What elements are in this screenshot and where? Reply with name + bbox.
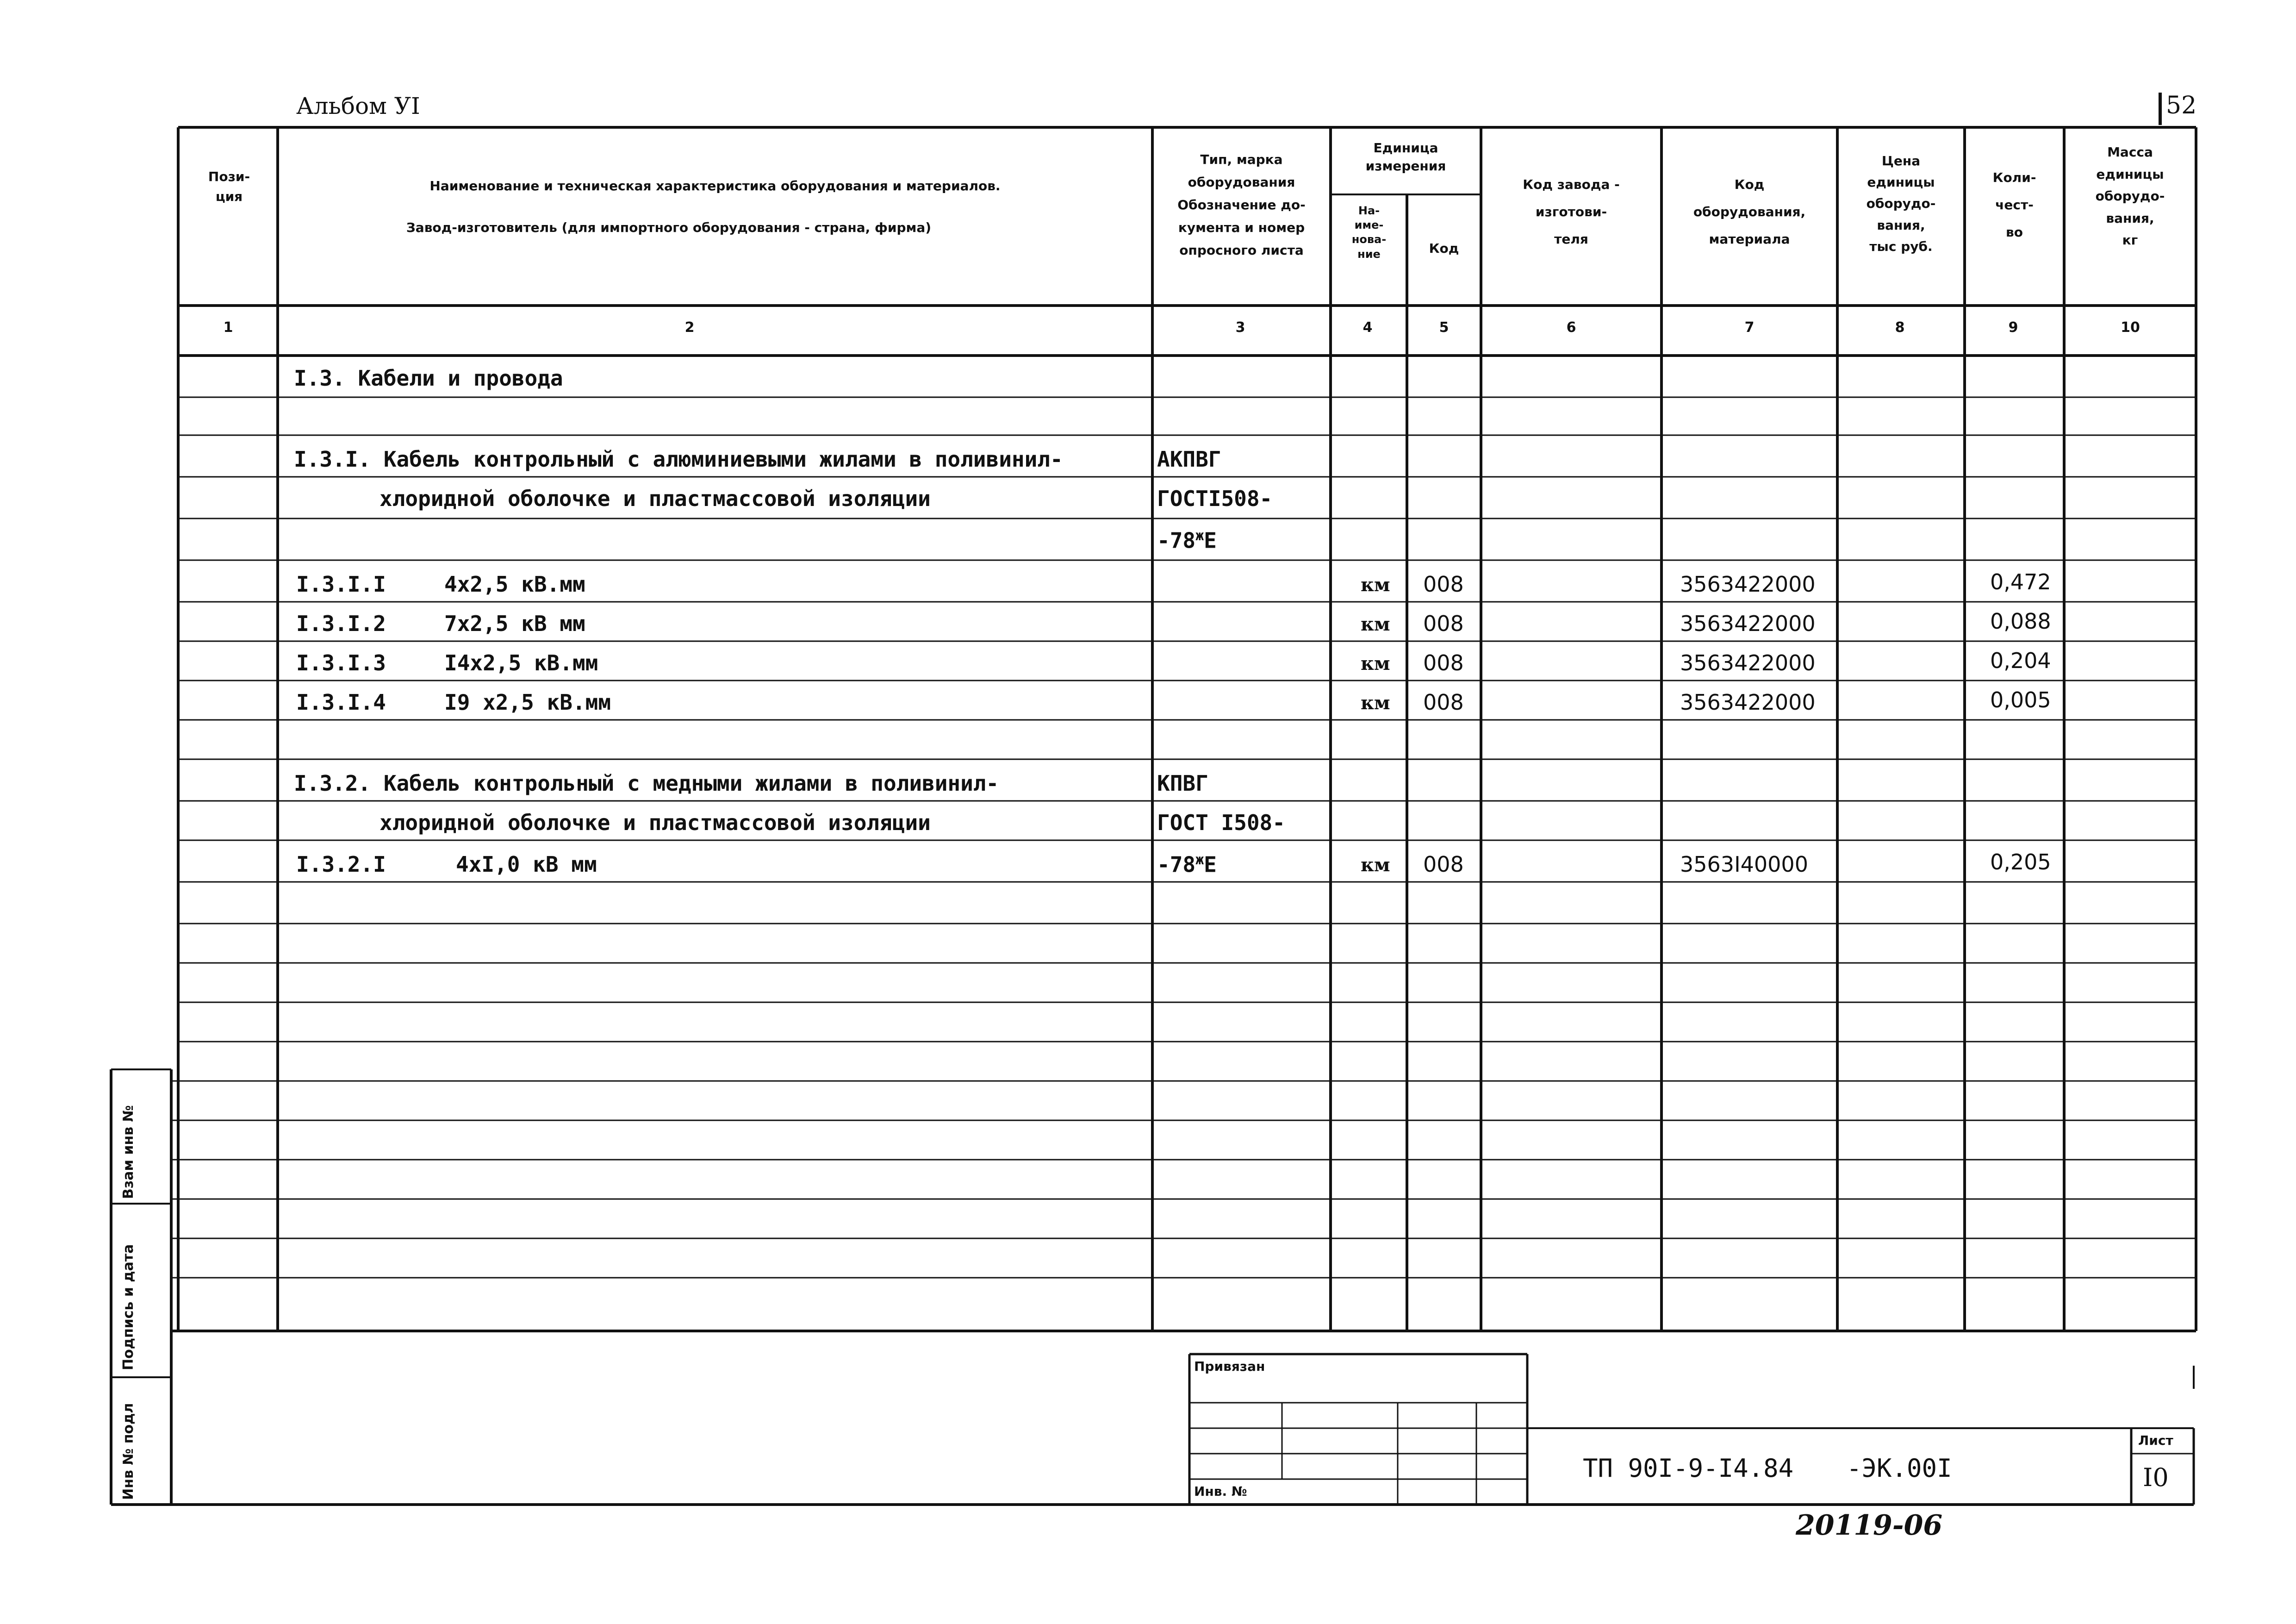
sidebar-signature-date: Подпись и дата	[120, 1244, 137, 1370]
sheet-label: Лист	[2138, 1433, 2173, 1448]
item-cu-1-qty: 0,205	[1990, 849, 2051, 874]
colnum-2: 2	[684, 319, 695, 336]
item-al-1-pos: I.3.I.I	[296, 572, 386, 597]
colnum-5: 5	[1439, 319, 1449, 336]
group-cu-title-cont: хлоридной оболочке и пластмассовой изоляции	[380, 810, 931, 835]
item-al-4-pos: I.3.I.4	[296, 690, 386, 715]
item-al-3-code: 008	[1423, 650, 1464, 675]
item-cu-1-desc: 4хI,0 кВ мм	[456, 852, 597, 877]
section-title: I.3. Кабели и провода	[294, 366, 563, 391]
album-label: Альбом УI	[296, 93, 420, 119]
item-al-3-qty: 0,204	[1990, 648, 2051, 673]
item-al-3-pos: I.3.I.3	[296, 650, 386, 675]
item-al-4-desc: I9 х2,5 кВ.мм	[444, 690, 611, 715]
handwritten-number: 20119-06	[1796, 1509, 1943, 1542]
item-al-2-material: 3563422000	[1680, 611, 1816, 636]
header-name-line1: Наименование и техническая характеристика оборудования и материалов.	[429, 178, 1001, 194]
item-al-2-code: 008	[1423, 611, 1464, 636]
item-al-4-qty: 0,005	[1990, 687, 2051, 712]
group-al-title-cont: хлоридной оболочке и пластмассовой изоляции	[380, 486, 931, 511]
group-al-title: I.3.I. Кабель контрольный с алюминиевыми жилами в поливинил-	[294, 447, 1063, 472]
page-number: 52	[2166, 92, 2197, 119]
header-unit-group: Единица измерения	[1365, 140, 1446, 174]
colnum-9: 9	[2008, 319, 2018, 336]
stamp-inv-no: Инв. №	[1194, 1484, 1247, 1499]
group-al-standard-cont: $-78^жЕ$	[1157, 528, 1217, 553]
header-price: Цена единицы оборудо- вания, тыс руб.	[1866, 153, 1936, 254]
item-al-4-unit: км	[1361, 692, 1390, 714]
header-material-code: Код оборудования, материала	[1693, 177, 1806, 247]
group-cu-type: КПВГ	[1157, 771, 1208, 796]
item-cu-1-standard-cont: $-78^жЕ$	[1157, 852, 1217, 877]
item-cu-1-unit: км	[1361, 854, 1390, 876]
item-al-2-qty: 0,088	[1990, 609, 2051, 634]
item-al-4-code: 008	[1423, 690, 1464, 715]
item-al-3-desc: I4х2,5 кВ.мм	[444, 650, 598, 675]
group-al-standard: ГОСТI508-	[1157, 486, 1273, 511]
group-cu-title: I.3.2. Кабель контрольный с медными жилами в поливинил-	[294, 771, 999, 796]
item-al-3-unit: км	[1361, 653, 1390, 675]
colnum-7: 7	[1744, 319, 1755, 336]
doc-code: ТП 90I-9-I4.84	[1583, 1454, 1794, 1483]
header-name-line2: Завод-изготовитель (для импортного оборудования - страна, фирма)	[406, 220, 932, 235]
item-al-2-pos: I.3.I.2	[296, 611, 386, 636]
group-cu-standard: ГОСТ I508-	[1157, 810, 1285, 835]
header-unit-code: Код	[1429, 241, 1459, 256]
doc-suffix: -ЭК.00I	[1847, 1454, 1952, 1483]
item-cu-1-pos: I.3.2.I	[296, 852, 386, 877]
item-al-2-desc: 7х2,5 кВ мм	[444, 611, 585, 636]
header-quantity: Коли- чест- во	[1992, 170, 2036, 240]
item-al-4-material: 3563422000	[1680, 690, 1816, 715]
header-position: Пози- ция	[208, 169, 250, 205]
sheet-number: I0	[2143, 1463, 2169, 1492]
item-al-1-unit: км	[1361, 574, 1390, 596]
item-al-1-code: 008	[1423, 572, 1464, 597]
sidebar-inv-no: Инв № подл	[120, 1403, 137, 1500]
item-al-1-material: 3563422000	[1680, 572, 1816, 597]
item-cu-1-material: 3563I40000	[1680, 852, 1808, 877]
sidebar-replacement-inv: Взам инв №	[120, 1105, 137, 1199]
colnum-10: 10	[2121, 319, 2140, 336]
colnum-3: 3	[1235, 319, 1245, 336]
item-al-1-desc: 4х2,5 кВ.мм	[444, 572, 585, 597]
header-mass: Масса единицы оборудо- вания, кг	[2095, 144, 2165, 248]
stamp-privyazan: Привязан	[1194, 1359, 1265, 1374]
header-factory-code: Код завода - изготови- теля	[1523, 177, 1620, 247]
group-al-type: АКПВГ	[1157, 447, 1221, 472]
item-al-2-unit: км	[1361, 613, 1390, 635]
item-al-3-material: 3563422000	[1680, 650, 1816, 675]
header-unit-name: На- име- нова- ние	[1351, 204, 1387, 261]
colnum-8: 8	[1895, 319, 1905, 336]
colnum-6: 6	[1566, 319, 1576, 336]
item-cu-1-code: 008	[1423, 852, 1464, 877]
colnum-1: 1	[223, 319, 233, 336]
colnum-4: 4	[1363, 319, 1373, 336]
header-type: Тип, марка оборудования Обозначение до- кумента и номер опросного листа	[1177, 152, 1306, 258]
item-al-1-qty: 0,472	[1990, 569, 2051, 594]
